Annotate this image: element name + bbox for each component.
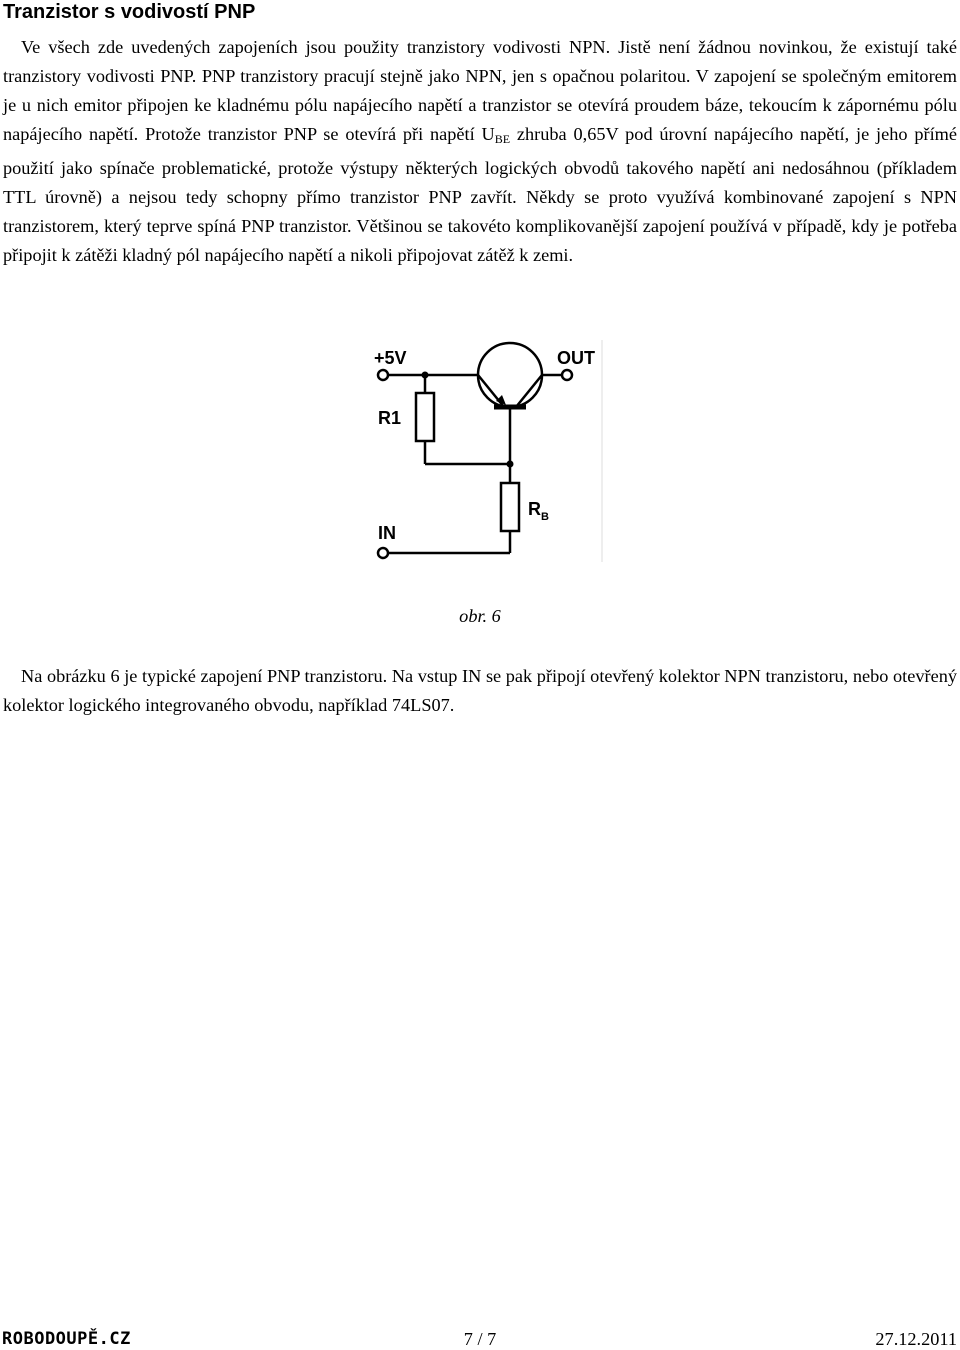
page-footer [0, 1326, 960, 1350]
rb-label [528, 499, 549, 523]
intro-paragraph [3, 33, 957, 270]
supply-label: +5V [374, 348, 407, 368]
section-heading: Tranzistor s vodivostí PNP [3, 1, 256, 23]
closing-paragraph [3, 662, 957, 720]
in-terminal [378, 548, 388, 558]
supply-terminal [378, 370, 388, 380]
out-label: OUT [557, 348, 595, 368]
intro-text-part2: zhruba 0,65V pod úrovní napájecího napětí, je jeho přímé použití jako spínače problematické, protože výstupy některých logických obvodů takového napětí ani nedosáhnou (příkladem TTL úrovně) a nejsou tedy schopny přímo tranzistor PNP zavřít. Někdy se proto využívá kombinované zapojení s NPN tranzistorem, který teprve spíná PNP tranzistor. Většinou se takovéto komplikovanější zapojení používá v případě, kdy je potřeba připojit k zátěži kladný pól napájecího napětí a nikoli připojovat zátěž k zemi. [3, 124, 957, 265]
intro-text-part1: Ve všech zde uvedených zapojeních jsou použity tranzistory vodivosti NPN. Jistě není žádnou novinkou, že existují také tranzistory vodivosti PNP. PNP tranzistory pracují stejně jako NPN, jen s opačnou polaritou. V zapojení se společným emitorem je u nich emitor připojen ke kladnému pólu napájecího napětí a tranzistor se otevírá proudem báze, tekoucím k zápornému pólu napájecího napětí. Protože tranzistor PNP se otevírá při napětí U [3, 37, 957, 144]
page-number: 7 / 7 [463, 1329, 497, 1349]
site-logo: ROBODOUPĚ.CZ [2, 1329, 131, 1349]
rb-label-sub: B [541, 511, 549, 523]
closing-text: Na obrázku 6 je typické zapojení PNP tranzistoru. Na vstup IN se pak připojí otevřený kolektor NPN tranzistoru, nebo otevřený kolektor logického integrovaného obvodu, například 74LS07. [3, 666, 957, 715]
pnp-circuit-diagram [370, 340, 610, 565]
circuit-wiring [387, 343, 567, 553]
junction-base [507, 461, 514, 468]
figure-caption: obr. 6 [459, 606, 501, 626]
rb-label-main: R [528, 499, 541, 519]
document-date: 27.12.2011 [875, 1329, 957, 1349]
out-terminal [562, 370, 572, 380]
r1-label: R1 [378, 408, 402, 428]
junction-top [422, 372, 429, 379]
ube-subscript: BE [494, 132, 511, 146]
in-label: IN [378, 523, 396, 543]
